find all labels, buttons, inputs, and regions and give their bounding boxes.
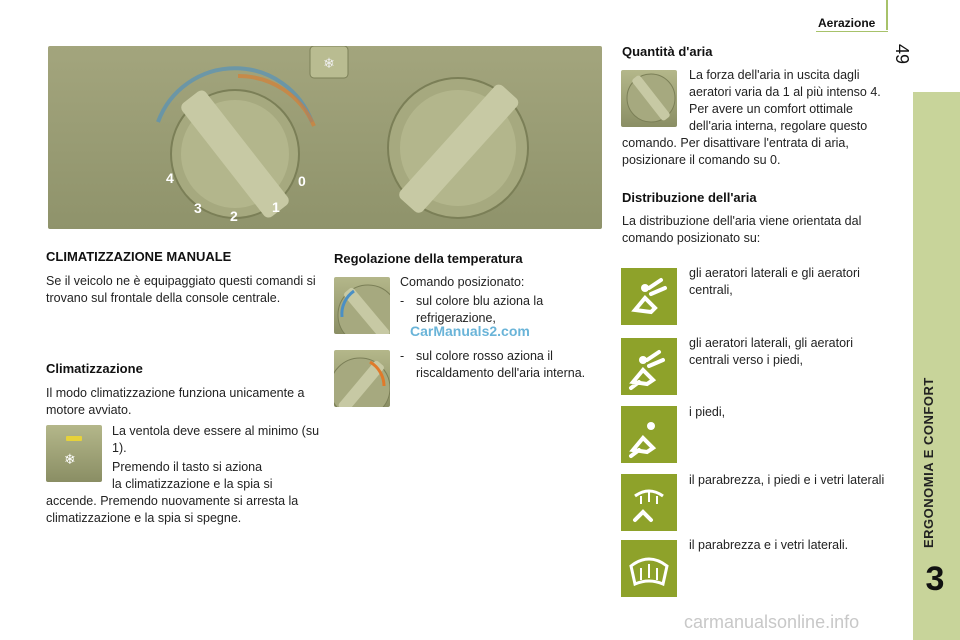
distribution-intro: La distribuzione dell'aria viene orientata dal comando posizionato su: [622,214,862,245]
vent-face-feet-icon [621,338,677,395]
temp-dial-blue-illustration [334,277,390,334]
fan-dial-photo [621,70,677,127]
vent-windshield-icon [621,540,677,597]
manual-title: CLIMATIZZAZIONE MANUALE [46,249,232,264]
vent-windshield-feet-icon [621,474,677,531]
chapter-title: ERGONOMIA E CONFORT [921,377,936,548]
temp-lead: Comando posizionato: [400,275,525,289]
clim-p3b: la climatizzazione e la spia si [112,477,273,491]
dial-number: 0 [298,173,306,189]
distribution-item: i piedi, [689,405,726,419]
dial-number: 4 [166,170,174,186]
dial-number: 3 [194,200,202,216]
fan-dial-illustration [621,70,677,127]
watermark-carmanuals2: CarManuals2.com [410,323,530,339]
clim-p3a: Premendo il tasto si aziona [112,460,263,474]
page-number: 49 [892,44,912,65]
watermark-carmanualsonline: carmanualsonline.info [684,612,860,632]
temp-dash: - [400,349,405,363]
header-rule [886,0,888,30]
dial-number: 2 [230,208,238,224]
ac-indicator-light [66,436,82,441]
header-underline [816,31,888,32]
airflow-p2: comando. Per disattivare l'entrata di aria, posizionare il comando su 0. [622,136,849,167]
distribution-item: il parabrezza e i vetri laterali. [689,538,849,552]
temp-blue: sul colore blu aziona la refrigerazione, [416,294,544,325]
ac-button-photo [46,425,102,482]
vent-face-icon [621,268,677,325]
distribution-item: gli aeratori laterali e gli aeratori centrali, [689,266,860,297]
section-title: Aerazione [818,16,876,30]
clim-p2: La ventola deve essere al minimo (su 1). [112,424,320,455]
clim-title: Climatizzazione [46,361,143,376]
control-panel-illustration [48,46,602,229]
svg-text:❄: ❄ [323,55,335,71]
control-panel-photo [48,46,602,229]
snowflake-icon: ❄ [64,451,76,467]
vent-feet-icon [621,406,677,463]
clim-p1: Il modo climatizzazione funziona unicamente a motore avviato. [46,386,305,417]
temp-dial-blue-photo [334,277,390,334]
distribution-item: il parabrezza, i piedi e i vetri laterali [689,473,885,487]
distribution-title: Distribuzione dell'aria [622,190,757,205]
distribution-item: gli aeratori laterali, gli aeratori centrali verso i piedi, [689,336,853,367]
temp-dash: - [400,294,405,308]
airflow-p1: La forza dell'aria in uscita dagli aeratori varia da 1 al più intenso 4. Per avere un comfort ottimale dell'aria interna, regolare questo [689,68,881,133]
temp-dial-red-illustration [334,350,390,407]
clim-p3c: accende. Premendo nuovamente si arresta la climatizzazione e la spia si spegne. [46,494,299,525]
airflow-title: Quantità d'aria [622,44,713,59]
dial-number: 1 [272,199,280,215]
temp-dial-red-photo [334,350,390,407]
manual-intro: Se il veicolo ne è equipaggiato questi comandi si trovano sul frontale della console centrale. [46,274,316,305]
chapter-number: 3 [925,560,945,598]
temp-title: Regolazione della temperatura [334,251,523,266]
temp-red: sul colore rosso aziona il riscaldamento dell'aria interna. [416,349,586,380]
